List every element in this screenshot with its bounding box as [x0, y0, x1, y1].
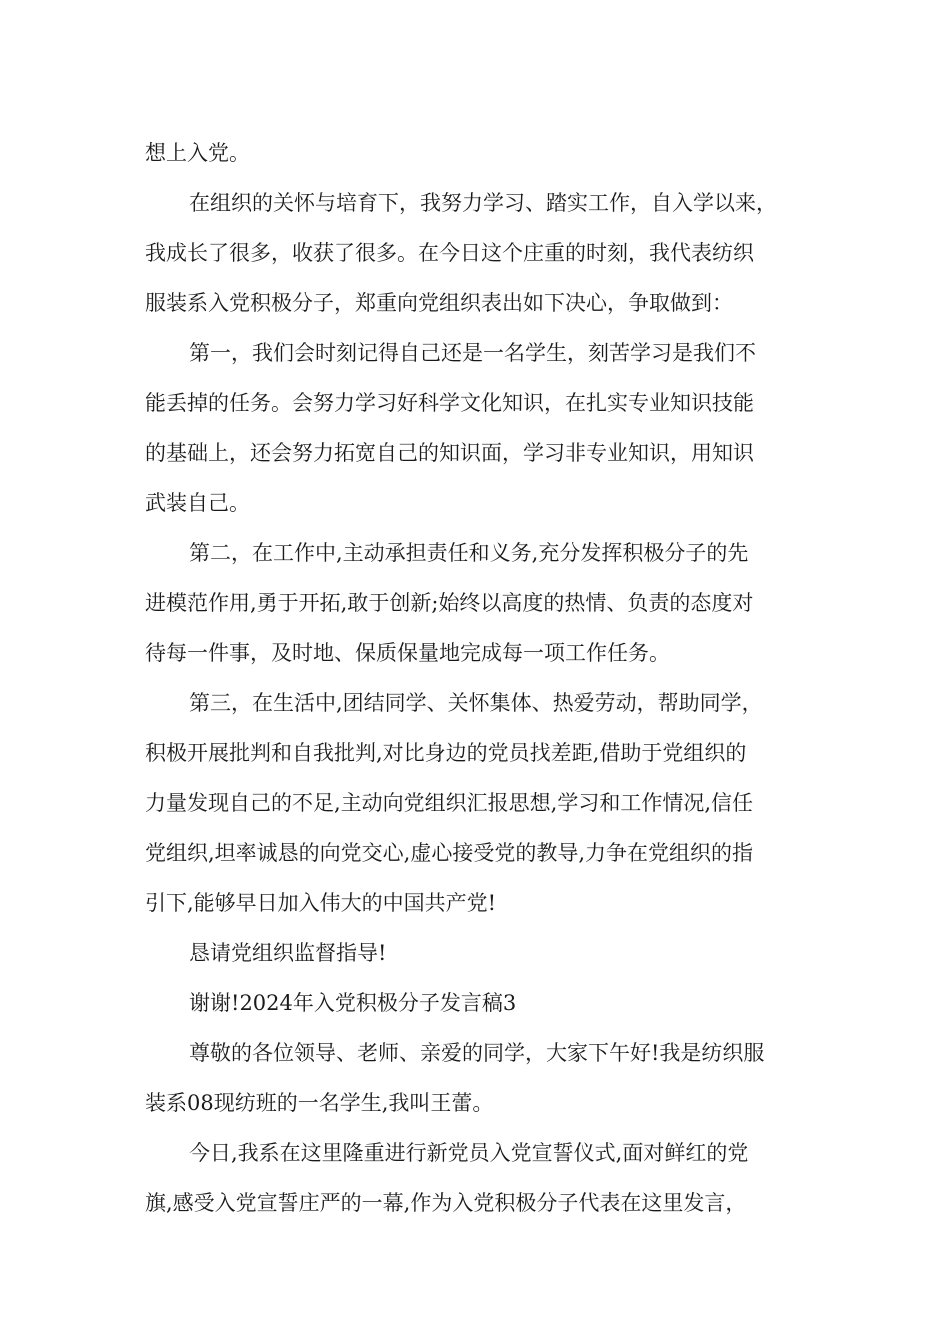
text-line: 党组织,坦率诚恳的向党交心,虚心接受党的教导,力争在党组织的指: [145, 841, 754, 865]
text-line: 今日,我系在这里隆重进行新党员入党宣誓仪式,面对鲜红的党: [189, 1141, 749, 1165]
text-line: 的基础上，还会努力拓宽自己的知识面，学习非专业知识，用知识: [145, 441, 754, 465]
text-line: 服装系入党积极分子，郑重向党组织表出如下决心，争取做到：: [145, 291, 733, 315]
text-line: 谢谢!2024年入党积极分子发言稿3: [189, 991, 517, 1015]
text-line: 在组织的关怀与培育下，我努力学习、踏实工作，自入学以来，: [189, 191, 777, 215]
text-line: 尊敬的各位领导、老师、亲爱的同学，大家下午好!我是纺织服: [189, 1041, 765, 1065]
text-line: 装系08现纺班的一名学生,我叫王蕾。: [145, 1091, 494, 1115]
text-line: 旗,感受入党宣誓庄严的一幕,作为入党积极分子代表在这里发言，: [145, 1191, 747, 1215]
text-line: 恳请党组织监督指导!: [189, 941, 387, 965]
text-line: 引下,能够早日加入伟大的中国共产党!: [145, 891, 497, 915]
text-line: 积极开展批判和自我批判,对比身边的党员找差距,借助于党组织的: [145, 741, 747, 765]
text-line: 进模范作用,勇于开拓,敢于创新;始终以高度的热情、负责的态度对: [145, 591, 754, 615]
text-line: 能丢掉的任务。会努力学习好科学文化知识，在扎实专业知识技能: [145, 391, 754, 415]
text-line: 第三，在生活中,团结同学、关怀集体、热爱劳动，帮助同学，: [189, 691, 763, 715]
text-line: 第二，在工作中,主动承担责任和义务,充分发挥积极分子的先: [189, 541, 749, 565]
text-line: 想上入党。: [145, 141, 250, 165]
document-body: [145, 128, 807, 1228]
text-line: 力量发现自己的不足,主动向党组织汇报思想,学习和工作情况,信任: [145, 791, 754, 815]
text-line: 待每一件事，及时地、保质保量地完成每一项工作任务。: [145, 641, 670, 665]
text-line: 武装自己。: [145, 491, 250, 515]
text-line: 我成长了很多，收获了很多。在今日这个庄重的时刻，我代表纺织: [145, 241, 754, 265]
text-line: 第一，我们会时刻记得自己还是一名学生，刻苦学习是我们不: [189, 341, 756, 365]
